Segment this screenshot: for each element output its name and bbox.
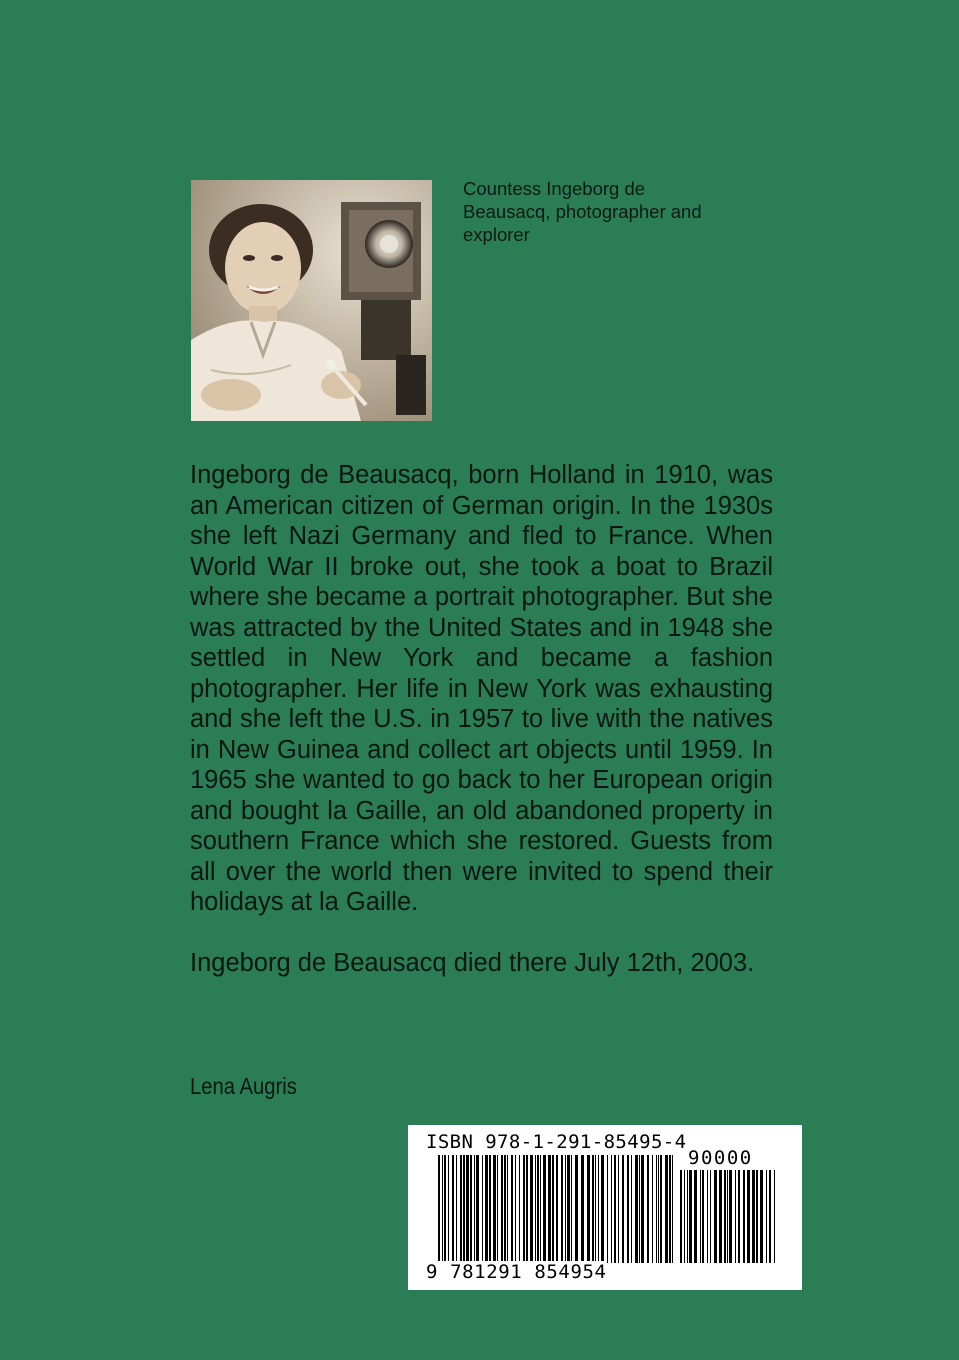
barcode-bar <box>581 1155 584 1263</box>
isbn-number: ISBN 978-1-291-85495-4 <box>426 1131 687 1153</box>
barcode-bar <box>724 1170 726 1263</box>
barcode-bar <box>719 1170 722 1263</box>
barcode-bar <box>611 1155 612 1263</box>
caption-line-3: explorer <box>463 224 530 245</box>
barcode-bar <box>707 1170 708 1263</box>
caption-line-1: Countess Ingeborg de <box>463 178 646 199</box>
barcode-bar <box>456 1155 457 1263</box>
barcode-bar <box>463 1155 465 1263</box>
barcode-bar <box>497 1155 498 1263</box>
barcode-bar <box>658 1155 659 1263</box>
barcode-bar <box>565 1155 566 1263</box>
barcode-bar <box>769 1170 771 1263</box>
barcode-bar <box>627 1155 629 1263</box>
barcode-bar <box>738 1170 740 1263</box>
barcode-bar <box>466 1155 469 1263</box>
barcode-bar <box>442 1155 443 1263</box>
barcode-bar <box>660 1155 662 1263</box>
barcode-bar <box>519 1155 520 1263</box>
barcode-bar <box>665 1155 668 1263</box>
barcode-bar <box>618 1155 619 1263</box>
barcode-bar <box>595 1155 596 1263</box>
barcode-bar <box>504 1155 506 1263</box>
barcode-bar <box>614 1155 616 1263</box>
barcode-bar <box>470 1155 472 1263</box>
ean-barcode-bars <box>438 1155 673 1263</box>
barcode-bar <box>515 1155 516 1263</box>
barcode-bar <box>598 1155 599 1263</box>
barcode-bar <box>747 1170 750 1263</box>
author-portrait-photo <box>191 180 432 421</box>
barcode-bar <box>710 1170 711 1263</box>
photo-caption <box>463 177 763 246</box>
isbn-barcode <box>408 1125 802 1290</box>
barcode-bar <box>543 1155 546 1263</box>
barcode-bar <box>766 1170 767 1263</box>
barcode-bar <box>438 1155 440 1263</box>
barcode-bar <box>702 1170 704 1263</box>
barcode-bar <box>592 1155 594 1263</box>
barcode-bar <box>752 1170 755 1263</box>
barcode-bar <box>656 1155 657 1263</box>
barcode-bar <box>774 1170 775 1263</box>
barcode-bar <box>680 1170 682 1263</box>
barcode-bar <box>452 1155 454 1263</box>
barcode-bar <box>493 1155 496 1263</box>
price-code: 90000 <box>688 1147 753 1169</box>
barcode-bar <box>556 1155 558 1263</box>
barcode-bar <box>460 1155 462 1263</box>
barcode-bar <box>622 1155 624 1263</box>
barcode-bar <box>567 1155 570 1263</box>
barcode-bar <box>694 1170 697 1263</box>
barcode-bar <box>540 1155 541 1263</box>
portrait-illustration <box>191 180 432 421</box>
author-name: Lena Augris <box>190 1073 297 1099</box>
barcode-bar <box>552 1155 554 1263</box>
barcode-bar <box>607 1155 608 1263</box>
barcode-bar <box>756 1170 758 1263</box>
barcode-bar <box>537 1155 539 1263</box>
barcode-bar <box>687 1170 688 1263</box>
barcode-bar <box>669 1155 671 1263</box>
barcode-bar <box>760 1170 763 1263</box>
barcode-bar <box>474 1155 475 1263</box>
barcode-bar <box>735 1170 736 1263</box>
barcode-bar <box>571 1155 572 1263</box>
caption-line-2: Beausacq, photographer and <box>463 201 702 222</box>
barcode-bar <box>672 1155 673 1263</box>
barcode-bar <box>652 1155 653 1263</box>
barcode-bar <box>511 1155 513 1263</box>
barcode-bar <box>489 1155 491 1263</box>
barcode-bar <box>485 1155 488 1263</box>
barcode-bar <box>631 1155 632 1263</box>
barcode-bar <box>448 1155 449 1263</box>
barcode-bar <box>635 1155 638 1263</box>
biography-text <box>190 460 773 979</box>
barcode-bar <box>729 1170 732 1263</box>
barcode-bar <box>507 1155 508 1263</box>
barcode-bar <box>523 1155 525 1263</box>
barcode-bar <box>700 1170 701 1263</box>
barcode-bar <box>639 1155 640 1263</box>
barcode-bar <box>444 1155 446 1263</box>
barcode-bar <box>526 1155 528 1263</box>
ean-digits: 9 781291 854954 <box>426 1261 607 1283</box>
barcode-bar <box>561 1155 563 1263</box>
barcode-bar <box>714 1170 717 1263</box>
barcode-bar <box>647 1155 649 1263</box>
biography-paragraph-1: Ingeborg de Beausacq, born Holland in 1910, was an American citizen of German origin. In the 1930s she left Nazi Germany and fled to France. When World War II broke out, she took a boat to Brazil where she became a portrait photographer. But she was attracted by the United States and in 1948 she settled in New York and became a fashion photographer. Her life in New York was exhausting and she left the U.S. in 1957 to live with the natives in New Guinea and collect art objects until 1959. In 1965 she wanted to go back to her European origin and bought la Gaille, an old abandoned property in southern France which she restored. Guests from all over the world then were invited to spend their holidays at la Gaille. <box>190 461 773 916</box>
barcode-bar <box>727 1170 728 1263</box>
barcode-bar <box>587 1155 590 1263</box>
barcode-bar <box>743 1170 745 1263</box>
barcode-bar <box>684 1170 685 1263</box>
barcode-bar <box>530 1155 533 1263</box>
barcode-bar <box>501 1155 503 1263</box>
barcode-bar <box>689 1170 692 1263</box>
barcode-bar <box>548 1155 551 1263</box>
price-addon-barcode-bars <box>680 1170 780 1263</box>
barcode-bar <box>575 1155 578 1263</box>
biography-paragraph-2: Ingeborg de Beausacq died there July 12th, 2003. <box>190 949 755 977</box>
barcode-bar <box>535 1155 536 1263</box>
barcode-bar <box>641 1155 644 1263</box>
barcode-bar <box>601 1155 604 1263</box>
barcode-bar <box>476 1155 479 1263</box>
barcode-bar <box>482 1155 483 1263</box>
